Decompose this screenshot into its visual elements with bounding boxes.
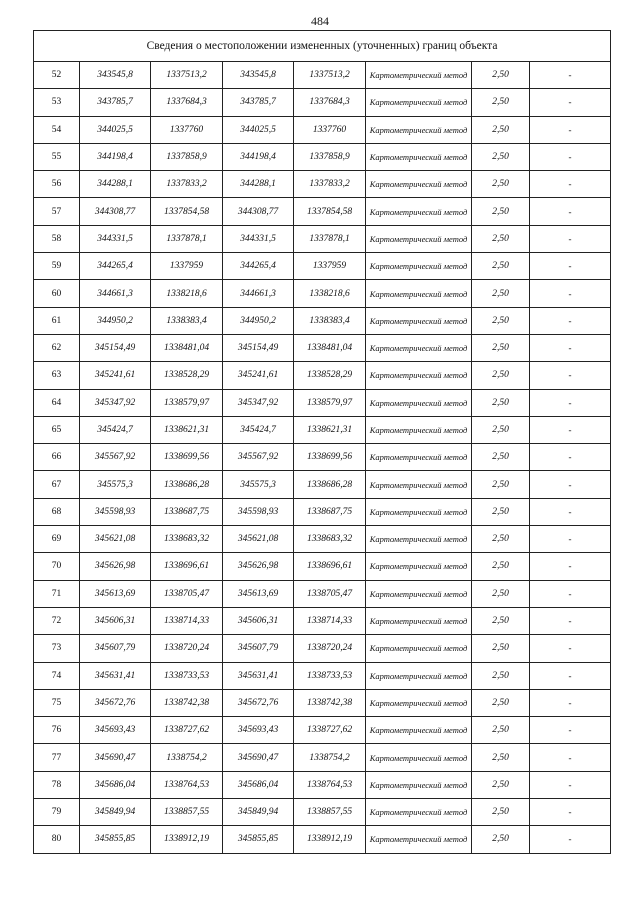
- refined-y-cell: 1338742,38: [294, 689, 366, 716]
- method-cell: Картометрический метод: [366, 826, 472, 853]
- refined-x-cell: 345567,92: [223, 444, 294, 471]
- method-cell: Картометрический метод: [366, 498, 472, 525]
- accuracy-cell: 2,50: [472, 689, 530, 716]
- point-number-cell: 59: [34, 253, 80, 280]
- method-cell: Картометрический метод: [366, 116, 472, 143]
- accuracy-cell: 2,50: [472, 62, 530, 89]
- table-row: [34, 635, 611, 662]
- refined-y-cell: 1337833,2: [294, 171, 366, 198]
- accuracy-cell: 2,50: [472, 471, 530, 498]
- description-cell: -: [530, 171, 611, 198]
- existing-y-cell: 1338687,75: [151, 498, 223, 525]
- refined-x-cell: 344661,3: [223, 280, 294, 307]
- description-cell: -: [530, 416, 611, 443]
- existing-y-cell: 1338714,33: [151, 607, 223, 634]
- table-row: [34, 444, 611, 471]
- description-cell: -: [530, 689, 611, 716]
- point-number-cell: 64: [34, 389, 80, 416]
- table-row: [34, 416, 611, 443]
- accuracy-cell: 2,50: [472, 198, 530, 225]
- refined-y-cell: 1337858,9: [294, 143, 366, 170]
- refined-x-cell: 345631,41: [223, 662, 294, 689]
- accuracy-cell: 2,50: [472, 744, 530, 771]
- description-cell: -: [530, 89, 611, 116]
- page-number: 484: [311, 14, 329, 28]
- existing-y-cell: 1338383,4: [151, 307, 223, 334]
- refined-x-cell: 343785,7: [223, 89, 294, 116]
- refined-y-cell: 1338714,33: [294, 607, 366, 634]
- existing-x-cell: 344331,5: [80, 225, 151, 252]
- table-row: [34, 334, 611, 361]
- refined-y-cell: 1338696,61: [294, 553, 366, 580]
- existing-x-cell: 344950,2: [80, 307, 151, 334]
- point-number-cell: 78: [34, 771, 80, 798]
- refined-y-cell: 1337760: [294, 116, 366, 143]
- description-cell: -: [530, 498, 611, 525]
- point-number-cell: 66: [34, 444, 80, 471]
- point-number-cell: 68: [34, 498, 80, 525]
- description-cell: -: [530, 717, 611, 744]
- existing-x-cell: 345598,93: [80, 498, 151, 525]
- description-cell: -: [530, 799, 611, 826]
- description-cell: -: [530, 553, 611, 580]
- table-row: [34, 526, 611, 553]
- method-cell: Картометрический метод: [366, 689, 472, 716]
- accuracy-cell: 2,50: [472, 307, 530, 334]
- refined-x-cell: 345424,7: [223, 416, 294, 443]
- existing-x-cell: 344661,3: [80, 280, 151, 307]
- method-cell: Картометрический метод: [366, 89, 472, 116]
- existing-x-cell: 345621,08: [80, 526, 151, 553]
- refined-y-cell: 1337513,2: [294, 62, 366, 89]
- method-cell: Картометрический метод: [366, 799, 472, 826]
- existing-x-cell: 344265,4: [80, 253, 151, 280]
- description-cell: -: [530, 62, 611, 89]
- existing-y-cell: 1338754,2: [151, 744, 223, 771]
- description-cell: -: [530, 580, 611, 607]
- description-cell: -: [530, 116, 611, 143]
- accuracy-cell: 2,50: [472, 253, 530, 280]
- table-row: [34, 171, 611, 198]
- method-cell: Картометрический метод: [366, 607, 472, 634]
- method-cell: Картометрический метод: [366, 662, 472, 689]
- existing-x-cell: 343785,7: [80, 89, 151, 116]
- existing-x-cell: 345606,31: [80, 607, 151, 634]
- table-body: [34, 62, 611, 854]
- point-number-cell: 60: [34, 280, 80, 307]
- accuracy-cell: 2,50: [472, 416, 530, 443]
- point-number-cell: 53: [34, 89, 80, 116]
- description-cell: -: [530, 635, 611, 662]
- existing-x-cell: 344308,77: [80, 198, 151, 225]
- existing-x-cell: 345347,92: [80, 389, 151, 416]
- refined-y-cell: 1338218,6: [294, 280, 366, 307]
- point-number-cell: 63: [34, 362, 80, 389]
- point-number-cell: 54: [34, 116, 80, 143]
- accuracy-cell: 2,50: [472, 826, 530, 853]
- refined-x-cell: 345607,79: [223, 635, 294, 662]
- refined-x-cell: 344265,4: [223, 253, 294, 280]
- point-number-cell: 61: [34, 307, 80, 334]
- existing-y-cell: 1338727,62: [151, 717, 223, 744]
- existing-x-cell: 345424,7: [80, 416, 151, 443]
- table-row: [34, 471, 611, 498]
- table-row: [34, 362, 611, 389]
- refined-x-cell: 345606,31: [223, 607, 294, 634]
- refined-y-cell: 1338912,19: [294, 826, 366, 853]
- accuracy-cell: 2,50: [472, 553, 530, 580]
- point-number-cell: 76: [34, 717, 80, 744]
- description-cell: -: [530, 198, 611, 225]
- accuracy-cell: 2,50: [472, 662, 530, 689]
- refined-y-cell: 1338683,32: [294, 526, 366, 553]
- point-number-cell: 62: [34, 334, 80, 361]
- existing-x-cell: 345241,61: [80, 362, 151, 389]
- existing-y-cell: 1337858,9: [151, 143, 223, 170]
- accuracy-cell: 2,50: [472, 389, 530, 416]
- existing-y-cell: 1338705,47: [151, 580, 223, 607]
- refined-y-cell: 1338699,56: [294, 444, 366, 471]
- description-cell: -: [530, 307, 611, 334]
- point-number-cell: 80: [34, 826, 80, 853]
- refined-y-cell: 1337878,1: [294, 225, 366, 252]
- refined-x-cell: 345154,49: [223, 334, 294, 361]
- table-row: [34, 498, 611, 525]
- description-cell: -: [530, 471, 611, 498]
- refined-x-cell: 345693,43: [223, 717, 294, 744]
- refined-x-cell: 344950,2: [223, 307, 294, 334]
- existing-y-cell: 1338686,28: [151, 471, 223, 498]
- table-row: [34, 253, 611, 280]
- refined-x-cell: 345621,08: [223, 526, 294, 553]
- accuracy-cell: 2,50: [472, 116, 530, 143]
- point-number-cell: 67: [34, 471, 80, 498]
- table-row: [34, 280, 611, 307]
- refined-x-cell: 345849,94: [223, 799, 294, 826]
- existing-y-cell: 1338720,24: [151, 635, 223, 662]
- existing-x-cell: 345575,3: [80, 471, 151, 498]
- method-cell: Картометрический метод: [366, 225, 472, 252]
- point-number-cell: 52: [34, 62, 80, 89]
- description-cell: -: [530, 826, 611, 853]
- existing-y-cell: 1337959: [151, 253, 223, 280]
- existing-x-cell: 344025,5: [80, 116, 151, 143]
- method-cell: Картометрический метод: [366, 744, 472, 771]
- refined-x-cell: 344288,1: [223, 171, 294, 198]
- existing-y-cell: 1338528,29: [151, 362, 223, 389]
- method-cell: Картометрический метод: [366, 362, 472, 389]
- table-row: [34, 389, 611, 416]
- existing-x-cell: 345626,98: [80, 553, 151, 580]
- point-number-cell: 58: [34, 225, 80, 252]
- description-cell: -: [530, 771, 611, 798]
- point-number-cell: 73: [34, 635, 80, 662]
- method-cell: Картометрический метод: [366, 62, 472, 89]
- table-row: [34, 689, 611, 716]
- existing-y-cell: 1338699,56: [151, 444, 223, 471]
- existing-x-cell: 345567,92: [80, 444, 151, 471]
- method-cell: Картометрический метод: [366, 771, 472, 798]
- method-cell: Картометрический метод: [366, 253, 472, 280]
- refined-x-cell: 345347,92: [223, 389, 294, 416]
- refined-x-cell: 345613,69: [223, 580, 294, 607]
- existing-x-cell: 343545,8: [80, 62, 151, 89]
- table-row: [34, 553, 611, 580]
- existing-x-cell: 345849,94: [80, 799, 151, 826]
- refined-y-cell: 1337959: [294, 253, 366, 280]
- point-number-cell: 72: [34, 607, 80, 634]
- method-cell: Картометрический метод: [366, 307, 472, 334]
- refined-y-cell: 1338764,53: [294, 771, 366, 798]
- description-cell: -: [530, 225, 611, 252]
- accuracy-cell: 2,50: [472, 280, 530, 307]
- description-cell: -: [530, 662, 611, 689]
- existing-y-cell: 1338742,38: [151, 689, 223, 716]
- existing-y-cell: 1338579,97: [151, 389, 223, 416]
- table-row: [34, 771, 611, 798]
- existing-y-cell: 1338912,19: [151, 826, 223, 853]
- method-cell: Картометрический метод: [366, 198, 472, 225]
- existing-x-cell: 344288,1: [80, 171, 151, 198]
- method-cell: Картометрический метод: [366, 717, 472, 744]
- accuracy-cell: 2,50: [472, 607, 530, 634]
- accuracy-cell: 2,50: [472, 498, 530, 525]
- point-number-cell: 71: [34, 580, 80, 607]
- description-cell: -: [530, 444, 611, 471]
- refined-y-cell: 1338621,31: [294, 416, 366, 443]
- accuracy-cell: 2,50: [472, 717, 530, 744]
- refined-y-cell: 1338857,55: [294, 799, 366, 826]
- method-cell: Картометрический метод: [366, 334, 472, 361]
- table-caption: Сведения о местоположении измененных (уточненных) границ объекта: [34, 31, 611, 62]
- refined-x-cell: 345690,47: [223, 744, 294, 771]
- table-row: [34, 826, 611, 853]
- table-row: [34, 89, 611, 116]
- accuracy-cell: 2,50: [472, 225, 530, 252]
- description-cell: -: [530, 143, 611, 170]
- existing-y-cell: 1338696,61: [151, 553, 223, 580]
- accuracy-cell: 2,50: [472, 771, 530, 798]
- existing-x-cell: 345613,69: [80, 580, 151, 607]
- point-number-cell: 75: [34, 689, 80, 716]
- existing-y-cell: 1338218,6: [151, 280, 223, 307]
- refined-y-cell: 1338720,24: [294, 635, 366, 662]
- description-cell: -: [530, 362, 611, 389]
- refined-x-cell: 344198,4: [223, 143, 294, 170]
- existing-y-cell: 1338683,32: [151, 526, 223, 553]
- point-number-cell: 69: [34, 526, 80, 553]
- accuracy-cell: 2,50: [472, 143, 530, 170]
- refined-y-cell: 1337684,3: [294, 89, 366, 116]
- method-cell: Картометрический метод: [366, 526, 472, 553]
- point-number-cell: 70: [34, 553, 80, 580]
- existing-x-cell: 345672,76: [80, 689, 151, 716]
- accuracy-cell: 2,50: [472, 635, 530, 662]
- refined-x-cell: 344025,5: [223, 116, 294, 143]
- method-cell: Картометрический метод: [366, 471, 472, 498]
- accuracy-cell: 2,50: [472, 171, 530, 198]
- existing-y-cell: 1337854,58: [151, 198, 223, 225]
- existing-y-cell: 1338733,53: [151, 662, 223, 689]
- refined-y-cell: 1338687,75: [294, 498, 366, 525]
- method-cell: Картометрический метод: [366, 635, 472, 662]
- existing-y-cell: 1337833,2: [151, 171, 223, 198]
- refined-y-cell: 1338733,53: [294, 662, 366, 689]
- accuracy-cell: 2,50: [472, 526, 530, 553]
- refined-x-cell: 345686,04: [223, 771, 294, 798]
- refined-y-cell: 1338686,28: [294, 471, 366, 498]
- table-row: [34, 799, 611, 826]
- existing-y-cell: 1337513,2: [151, 62, 223, 89]
- table-row: [34, 744, 611, 771]
- existing-x-cell: 344198,4: [80, 143, 151, 170]
- method-cell: Картометрический метод: [366, 553, 472, 580]
- description-cell: -: [530, 334, 611, 361]
- accuracy-cell: 2,50: [472, 799, 530, 826]
- description-cell: -: [530, 607, 611, 634]
- table-row: [34, 607, 611, 634]
- point-number-cell: 79: [34, 799, 80, 826]
- refined-x-cell: 345241,61: [223, 362, 294, 389]
- method-cell: Картометрический метод: [366, 580, 472, 607]
- refined-x-cell: 344331,5: [223, 225, 294, 252]
- method-cell: Картометрический метод: [366, 171, 472, 198]
- boundary-coordinates-table: [33, 30, 611, 854]
- table-row: [34, 717, 611, 744]
- refined-x-cell: 345672,76: [223, 689, 294, 716]
- existing-y-cell: 1337878,1: [151, 225, 223, 252]
- accuracy-cell: 2,50: [472, 89, 530, 116]
- refined-x-cell: 345598,93: [223, 498, 294, 525]
- description-cell: -: [530, 389, 611, 416]
- point-number-cell: 57: [34, 198, 80, 225]
- accuracy-cell: 2,50: [472, 580, 530, 607]
- method-cell: Картометрический метод: [366, 280, 472, 307]
- refined-y-cell: 1338705,47: [294, 580, 366, 607]
- refined-x-cell: 344308,77: [223, 198, 294, 225]
- refined-x-cell: 345626,98: [223, 553, 294, 580]
- existing-x-cell: 345693,43: [80, 717, 151, 744]
- existing-x-cell: 345690,47: [80, 744, 151, 771]
- point-number-cell: 74: [34, 662, 80, 689]
- table-row: [34, 580, 611, 607]
- refined-x-cell: 343545,8: [223, 62, 294, 89]
- description-cell: -: [530, 253, 611, 280]
- existing-x-cell: 345855,85: [80, 826, 151, 853]
- existing-x-cell: 345154,49: [80, 334, 151, 361]
- method-cell: Картометрический метод: [366, 416, 472, 443]
- refined-x-cell: 345575,3: [223, 471, 294, 498]
- refined-y-cell: 1338383,4: [294, 307, 366, 334]
- point-number-cell: 56: [34, 171, 80, 198]
- existing-y-cell: 1337684,3: [151, 89, 223, 116]
- description-cell: -: [530, 280, 611, 307]
- accuracy-cell: 2,50: [472, 334, 530, 361]
- table-row: [34, 143, 611, 170]
- description-cell: -: [530, 526, 611, 553]
- point-number-cell: 65: [34, 416, 80, 443]
- table-row: [34, 62, 611, 89]
- existing-y-cell: 1338764,53: [151, 771, 223, 798]
- existing-y-cell: 1338857,55: [151, 799, 223, 826]
- table-row: [34, 198, 611, 225]
- table-row: [34, 116, 611, 143]
- refined-y-cell: 1338481,04: [294, 334, 366, 361]
- accuracy-cell: 2,50: [472, 362, 530, 389]
- point-number-cell: 55: [34, 143, 80, 170]
- table-row: [34, 225, 611, 252]
- refined-y-cell: 1338754,2: [294, 744, 366, 771]
- description-cell: -: [530, 744, 611, 771]
- method-cell: Картометрический метод: [366, 389, 472, 416]
- refined-y-cell: 1338528,29: [294, 362, 366, 389]
- table-row: [34, 307, 611, 334]
- existing-x-cell: 345686,04: [80, 771, 151, 798]
- method-cell: Картометрический метод: [366, 444, 472, 471]
- existing-y-cell: 1338481,04: [151, 334, 223, 361]
- existing-y-cell: 1338621,31: [151, 416, 223, 443]
- existing-x-cell: 345631,41: [80, 662, 151, 689]
- refined-y-cell: 1337854,58: [294, 198, 366, 225]
- method-cell: Картометрический метод: [366, 143, 472, 170]
- existing-y-cell: 1337760: [151, 116, 223, 143]
- accuracy-cell: 2,50: [472, 444, 530, 471]
- existing-x-cell: 345607,79: [80, 635, 151, 662]
- point-number-cell: 77: [34, 744, 80, 771]
- table-row: [34, 662, 611, 689]
- refined-y-cell: 1338579,97: [294, 389, 366, 416]
- refined-y-cell: 1338727,62: [294, 717, 366, 744]
- refined-x-cell: 345855,85: [223, 826, 294, 853]
